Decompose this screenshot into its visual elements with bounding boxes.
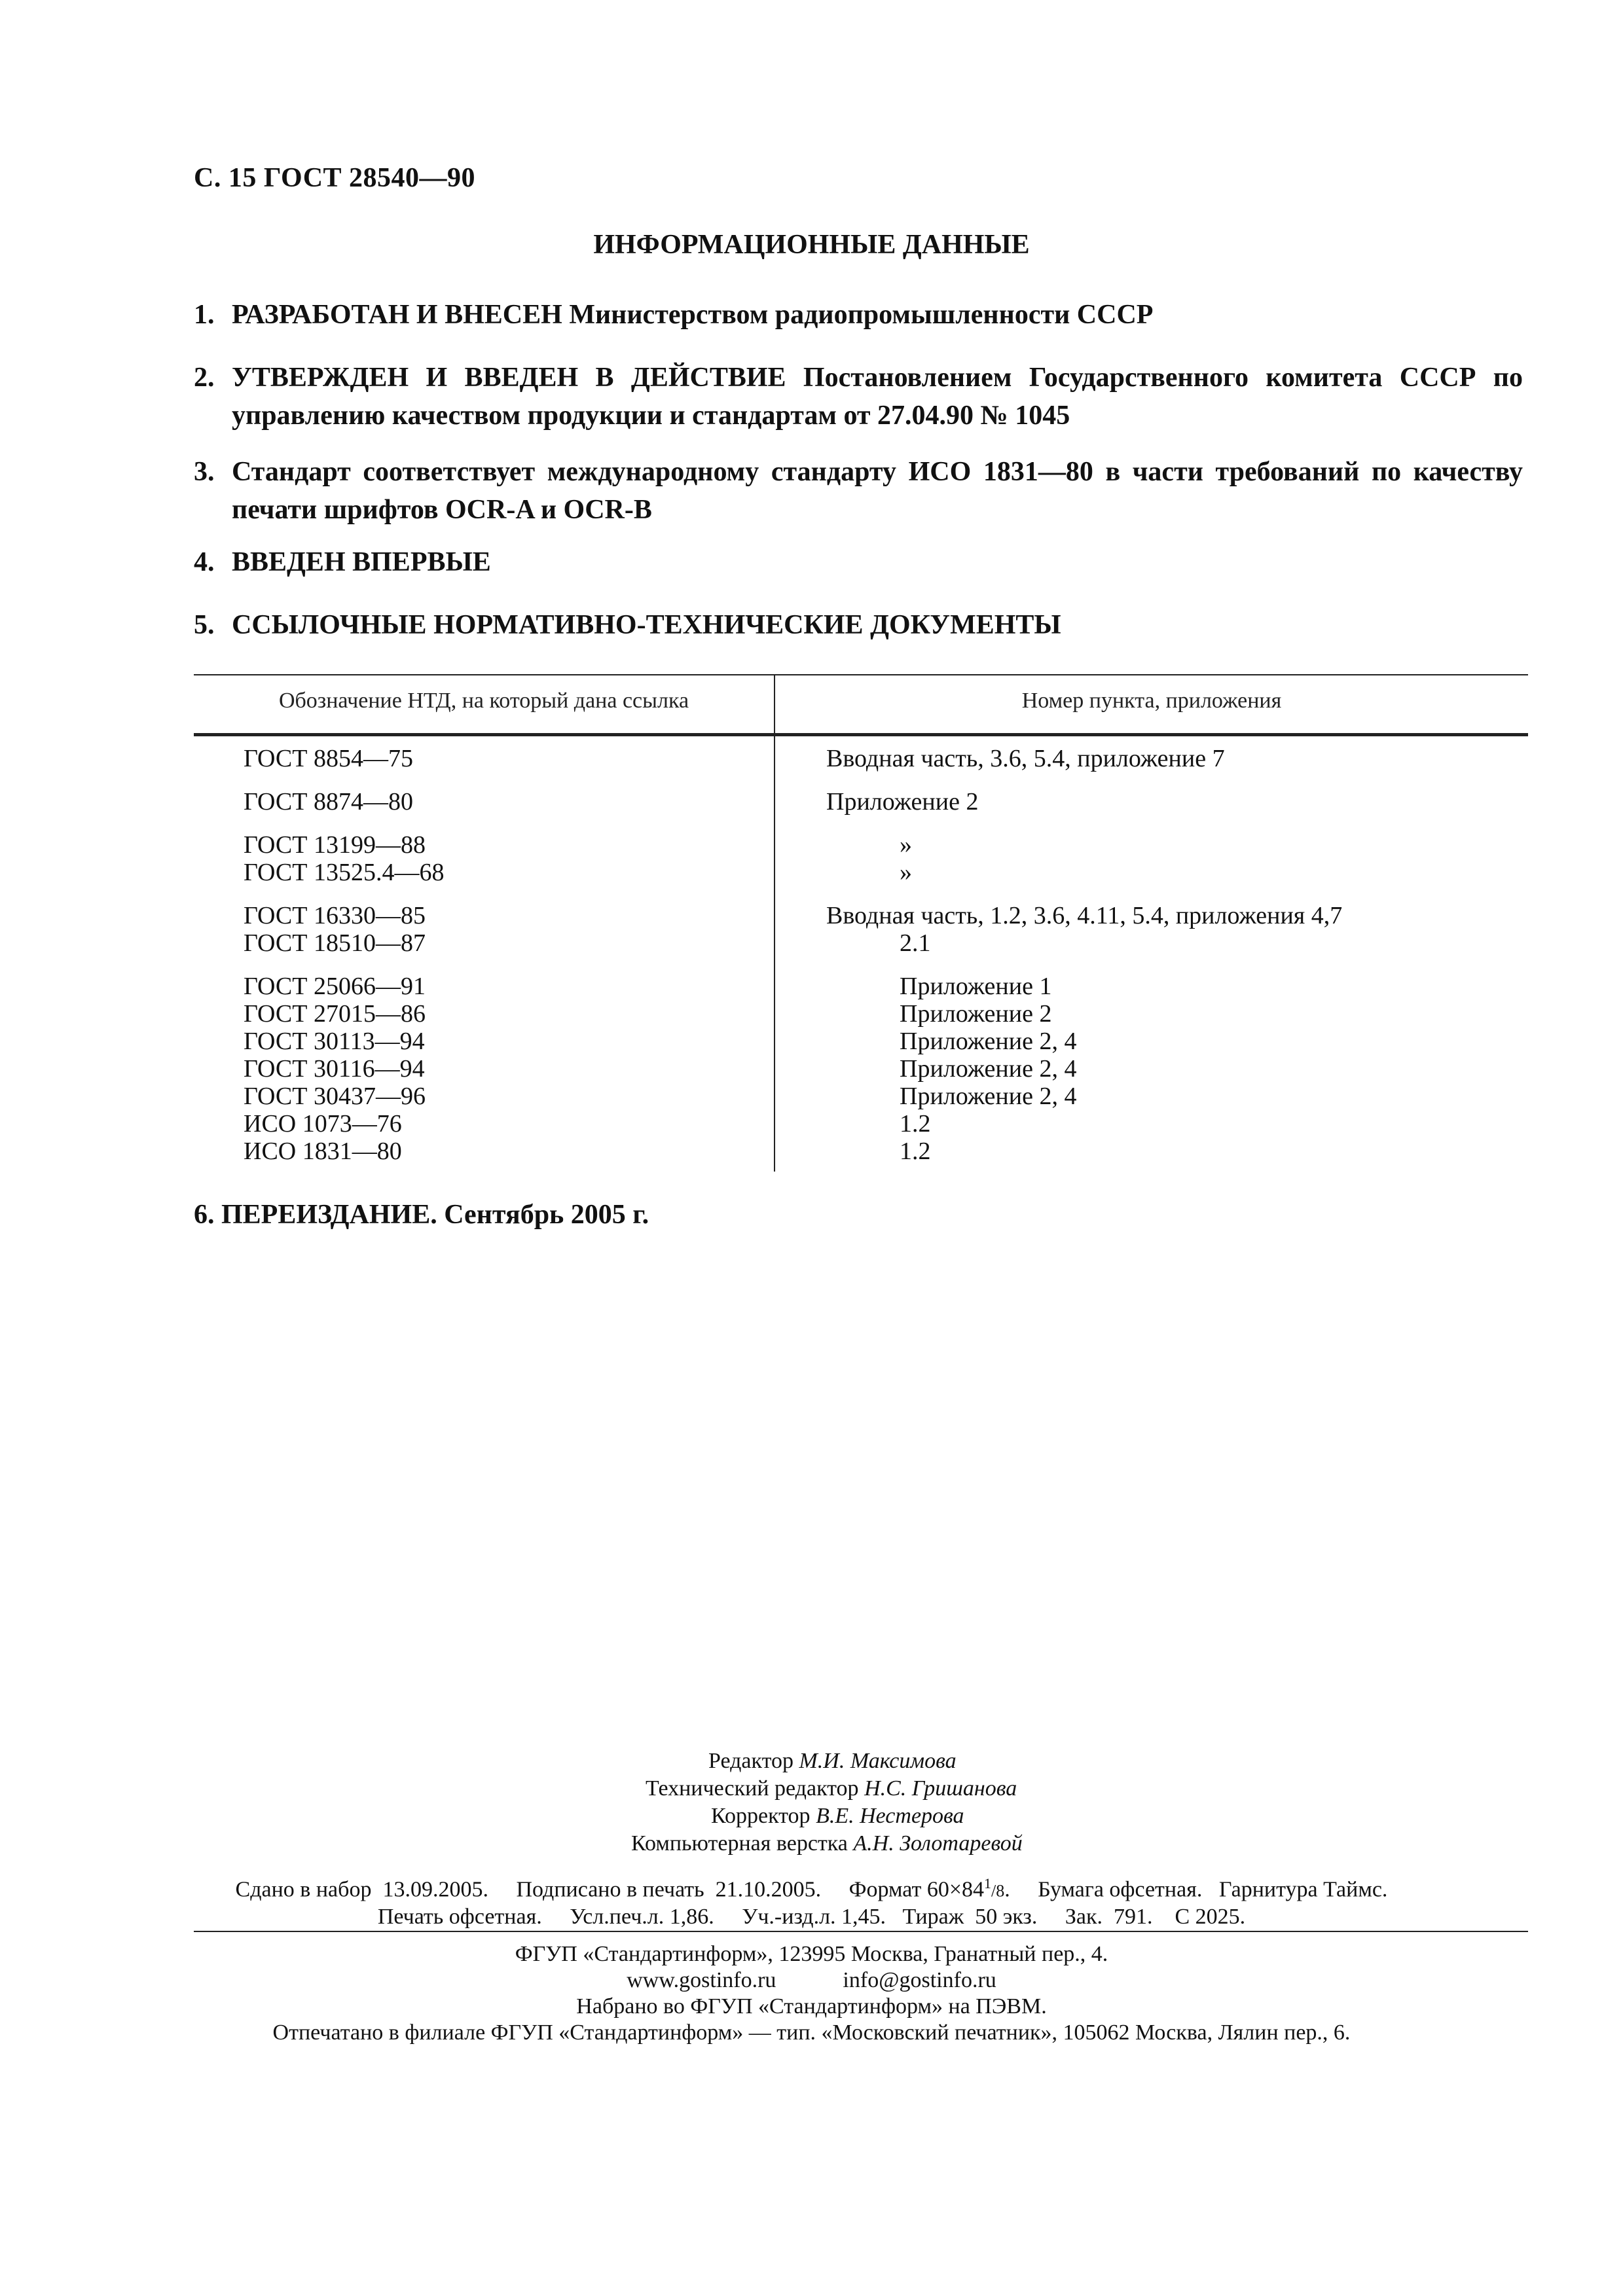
table-row bbox=[194, 1055, 1528, 1083]
table-row bbox=[194, 1138, 1528, 1165]
doc-cell: ГОСТ 8854—75 bbox=[244, 745, 413, 772]
credit-tech-editor bbox=[646, 1775, 1017, 1803]
doc-cell: ГОСТ 30113—94 bbox=[244, 1028, 425, 1055]
reference-table bbox=[194, 674, 1528, 1172]
publisher-contacts: www.gostinfo.ru info@gostinfo.ru bbox=[627, 1968, 996, 1992]
item-number: 1. bbox=[194, 300, 215, 330]
ref-cell: Приложение 2, 4 bbox=[900, 1055, 1077, 1083]
ref-cell: Приложение 2, 4 bbox=[900, 1083, 1077, 1110]
doc-cell: ГОСТ 30437—96 bbox=[244, 1083, 426, 1110]
table-row bbox=[194, 1000, 1528, 1028]
print-info-line-2: Печать офсетная. Усл.печ.л. 1,86. Уч.-изд.л. 1,45. Тираж 50 экз. Зак. 791. С 2025. bbox=[377, 1905, 1246, 1929]
publisher-typeset: Набрано во ФГУП «Стандартинформ» на ПЭВМ. bbox=[576, 1994, 1047, 2018]
table-row bbox=[194, 1110, 1528, 1138]
table-body bbox=[194, 740, 1528, 1165]
credit-name: М.И. Максимова bbox=[799, 1749, 957, 1773]
doc-cell: ГОСТ 25066—91 bbox=[244, 973, 426, 1000]
doc-cell: ИСО 1831—80 bbox=[244, 1138, 402, 1165]
credit-name: В.Е. Нестерова bbox=[816, 1804, 964, 1828]
credit-editor bbox=[708, 1748, 957, 1775]
doc-cell: ИСО 1073—76 bbox=[244, 1110, 402, 1138]
item-lead: ВВЕДЕН ВПЕРВЫЕ bbox=[232, 547, 491, 577]
ref-cell: 2.1 bbox=[900, 929, 931, 957]
table-row bbox=[194, 902, 1528, 929]
ref-cell: 1.2 bbox=[900, 1138, 931, 1165]
ref-cell: Вводная часть, 3.6, 5.4, приложение 7 bbox=[826, 745, 1225, 772]
table-header-reference: Номер пункта, приложения bbox=[1021, 689, 1282, 713]
ref-cell: Приложение 2 bbox=[826, 788, 979, 816]
item-1 bbox=[194, 296, 1523, 334]
ref-cell: » bbox=[900, 859, 912, 886]
item-number: 4. bbox=[194, 547, 215, 577]
doc-cell: ГОСТ 30116—94 bbox=[244, 1055, 425, 1083]
item-2 bbox=[194, 359, 1523, 435]
reissue-note: 6. ПЕРЕИЗДАНИЕ. Сентябрь 2005 г. bbox=[194, 1200, 649, 1230]
publisher-block bbox=[0, 1941, 1623, 2046]
table-row bbox=[194, 973, 1528, 1000]
doc-cell: ГОСТ 13525.4—68 bbox=[244, 859, 445, 886]
footer-rule bbox=[194, 1931, 1528, 1932]
print-info-text: . Бумага офсетная. Гарнитура Таймс. bbox=[1004, 1877, 1388, 1902]
credit-role: Технический редактор bbox=[646, 1776, 859, 1801]
doc-cell: ГОСТ 18510—87 bbox=[244, 929, 426, 957]
publisher-printed: Отпечатано в филиале ФГУП «Стандартинформ» — тип. «Московский печатник», 105062 Москва, Лялин пер., 6. bbox=[272, 2020, 1351, 2045]
credit-name: Н.С. Гришанова bbox=[864, 1776, 1017, 1801]
ref-cell: 1.2 bbox=[900, 1110, 931, 1138]
item-5 bbox=[194, 606, 1523, 644]
item-4 bbox=[194, 543, 1523, 581]
ref-cell: Вводная часть, 1.2, 3.6, 4.11, 5.4, приложения 4,7 bbox=[826, 902, 1343, 929]
print-info-line-1 bbox=[0, 1871, 1623, 1904]
print-info-text: Сдано в набор 13.09.2005. Подписано в печать 21.10.2005. Формат 60×84 bbox=[235, 1877, 985, 1902]
table-top-rule bbox=[194, 674, 1528, 675]
table-row bbox=[194, 859, 1528, 886]
credit-role: Корректор bbox=[711, 1804, 811, 1828]
print-info bbox=[0, 1871, 1623, 1930]
table-row bbox=[194, 745, 1528, 772]
table-row bbox=[194, 831, 1528, 859]
doc-cell: ГОСТ 8874—80 bbox=[244, 788, 413, 816]
credit-role: Редактор bbox=[708, 1749, 793, 1773]
credit-name: А.Н. Золотаревой bbox=[853, 1831, 1023, 1856]
item-3 bbox=[194, 453, 1523, 529]
format-fraction: /8 bbox=[991, 1881, 1005, 1901]
item-lead: РАЗРАБОТАН И ВНЕСЕН bbox=[232, 300, 562, 330]
credit-role: Компьютерная верстка bbox=[631, 1831, 848, 1856]
item-text: Стандарт соответствует международному стандарту ИСО 1831—80 в части требований по качеству печати шрифтов OCR-A и OCR-B bbox=[232, 457, 1523, 525]
table-row bbox=[194, 1028, 1528, 1055]
ref-cell: Приложение 1 bbox=[900, 973, 1052, 1000]
table-row bbox=[194, 788, 1528, 816]
item-text: Постановлением Государственного комитета СССР по управлению качеством продукции и стандартам от 27.04.90 № 1045 bbox=[232, 363, 1523, 431]
item-lead: ССЫЛОЧНЫЕ НОРМАТИВНО-ТЕХНИЧЕСКИЕ ДОКУМЕНТЫ bbox=[232, 610, 1061, 640]
doc-cell: ГОСТ 16330—85 bbox=[244, 902, 426, 929]
item-lead: УТВЕРЖДЕН И ВВЕДЕН В ДЕЙСТВИЕ bbox=[232, 363, 786, 393]
table-header-document: Обозначение НТД, на который дана ссылка bbox=[278, 689, 689, 713]
table-row bbox=[194, 1083, 1528, 1110]
item-number: 3. bbox=[194, 457, 215, 487]
item-text: Министерством радиопромышленности СССР bbox=[562, 300, 1154, 330]
doc-cell: ГОСТ 27015—86 bbox=[244, 1000, 426, 1028]
publisher-address: ФГУП «Стандартинформ», 123995 Москва, Гранатный пер., 4. bbox=[515, 1942, 1108, 1966]
page-header: С. 15 ГОСТ 28540—90 bbox=[194, 163, 476, 193]
credit-layout bbox=[631, 1830, 1023, 1857]
table-header-rule bbox=[194, 733, 1528, 736]
ref-cell: Приложение 2 bbox=[900, 1000, 1052, 1028]
item-number: 5. bbox=[194, 610, 215, 640]
info-title: ИНФОРМАЦИОННЫЕ ДАННЫЕ bbox=[593, 230, 1030, 260]
format-superscript: 1 bbox=[984, 1875, 992, 1892]
ref-cell: » bbox=[900, 831, 912, 859]
doc-cell: ГОСТ 13199—88 bbox=[244, 831, 426, 859]
credit-proofreader bbox=[711, 1803, 964, 1830]
ref-cell: Приложение 2, 4 bbox=[900, 1028, 1077, 1055]
item-number: 2. bbox=[194, 363, 215, 393]
table-row bbox=[194, 929, 1528, 957]
